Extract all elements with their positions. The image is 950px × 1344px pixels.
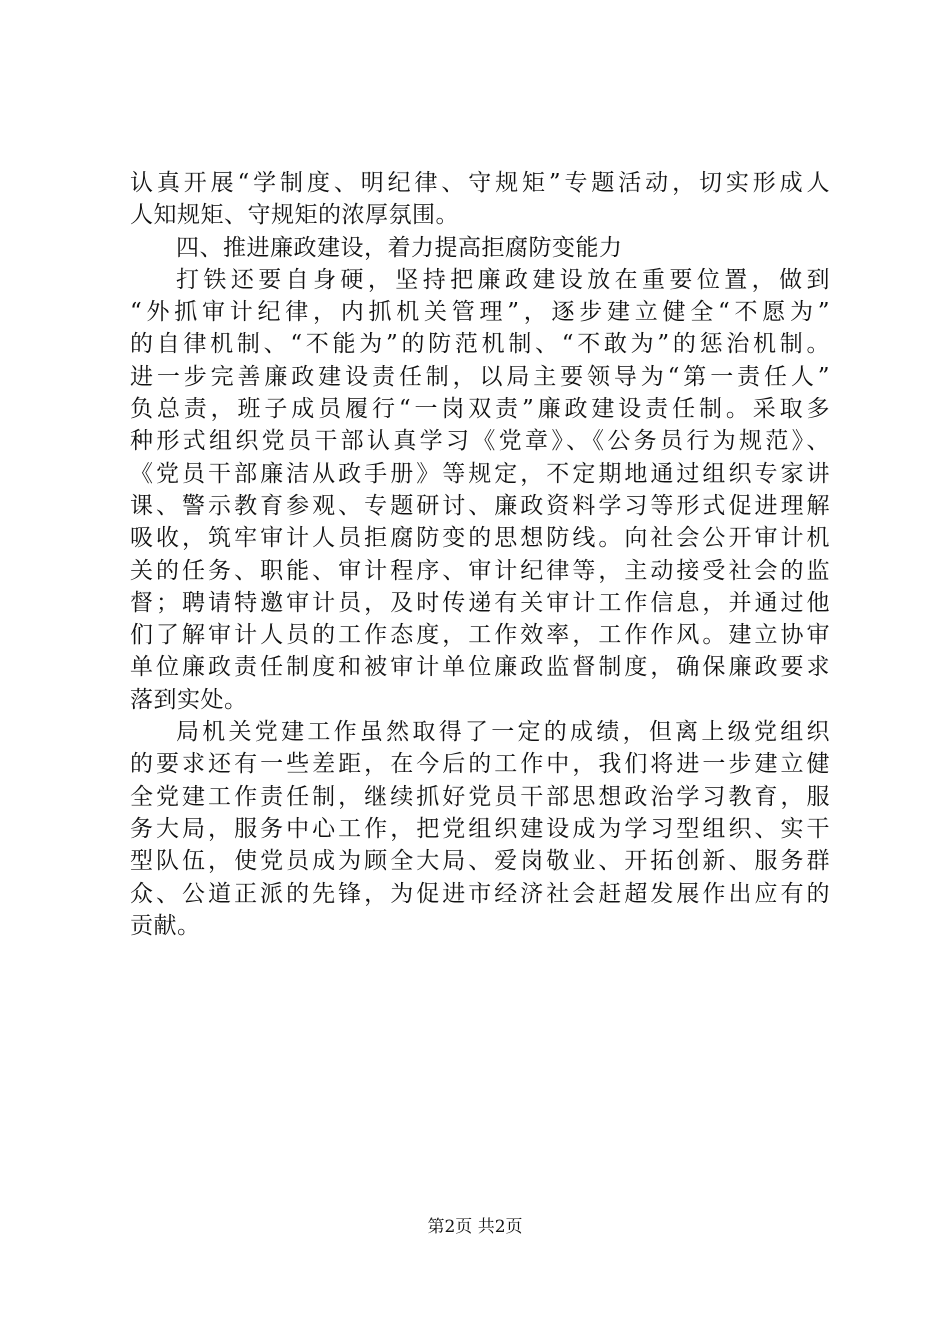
text-line: 人知规矩、守规矩的浓厚氛围。 xyxy=(130,202,459,229)
text-line: 单位廉政责任制度和被审计单位廉政监督制度，确保廉政要求 xyxy=(130,654,830,681)
text-line: 负总责，班子成员履行“一岗双责”廉政建设责任制。采取多 xyxy=(130,396,830,423)
section-heading: 四、推进廉政建设，着力提高拒腐防变能力 xyxy=(176,234,623,261)
text-line: 认真开展“学制度、明纪律、守规矩”专题活动，切实形成人 xyxy=(130,170,830,196)
page-number-footer: 第2页 共2页 xyxy=(427,1217,523,1237)
text-line: 《党员干部廉洁从政手册》等规定，不定期地通过组织专家讲 xyxy=(130,460,830,487)
text-line: 打铁还要自身硬，坚持把廉政建设放在重要位置，做到 xyxy=(176,266,830,293)
text-line: 众、公道正派的先锋，为促进市经济社会赶超发展作出应有的 xyxy=(130,880,830,907)
text-line: 落到实处。 xyxy=(130,686,248,713)
text-line: 全党建工作责任制，继续抓好党员干部思想政治学习教育，服 xyxy=(130,783,830,810)
text-line: 贡献。 xyxy=(130,912,201,939)
text-line: 型队伍，使党员成为顾全大局、爱岗敬业、开拓创新、服务群 xyxy=(130,848,830,875)
text-line: 吸收，筑牢审计人员拒腐防变的思想防线。向社会公开审计机 xyxy=(130,525,830,552)
text-line: 关的任务、职能、审计程序、审计纪律等，主动接受社会的监 xyxy=(130,557,830,584)
text-line: 进一步完善廉政建设责任制，以局主要领导为“第一责任人” xyxy=(130,363,830,390)
text-line: 的要求还有一些差距，在今后的工作中，我们将进一步建立健 xyxy=(130,751,830,778)
text-line: 的自律机制、“不能为”的防范机制、“不敢为”的惩治机制。 xyxy=(130,331,830,358)
document-body xyxy=(130,167,830,942)
text-line: 们了解审计人员的工作态度，工作效率，工作作风。建立协审 xyxy=(130,622,830,649)
text-line: 局机关党建工作虽然取得了一定的成绩，但离上级党组织 xyxy=(176,719,830,746)
text-line: “外抓审计纪律，内抓机关管理”，逐步建立健全“不愿为” xyxy=(130,299,830,326)
text-line: 务大局，服务中心工作，把党组织建设成为学习型组织、实干 xyxy=(130,815,830,842)
text-line: 督；聘请特邀审计员，及时传递有关审计工作信息，并通过他 xyxy=(130,589,830,616)
text-line: 种形式组织党员干部认真学习《党章》、《公务员行为规范》、 xyxy=(130,428,830,455)
text-line: 课、警示教育参观、专题研讨、廉政资料学习等形式促进理解 xyxy=(130,492,830,519)
